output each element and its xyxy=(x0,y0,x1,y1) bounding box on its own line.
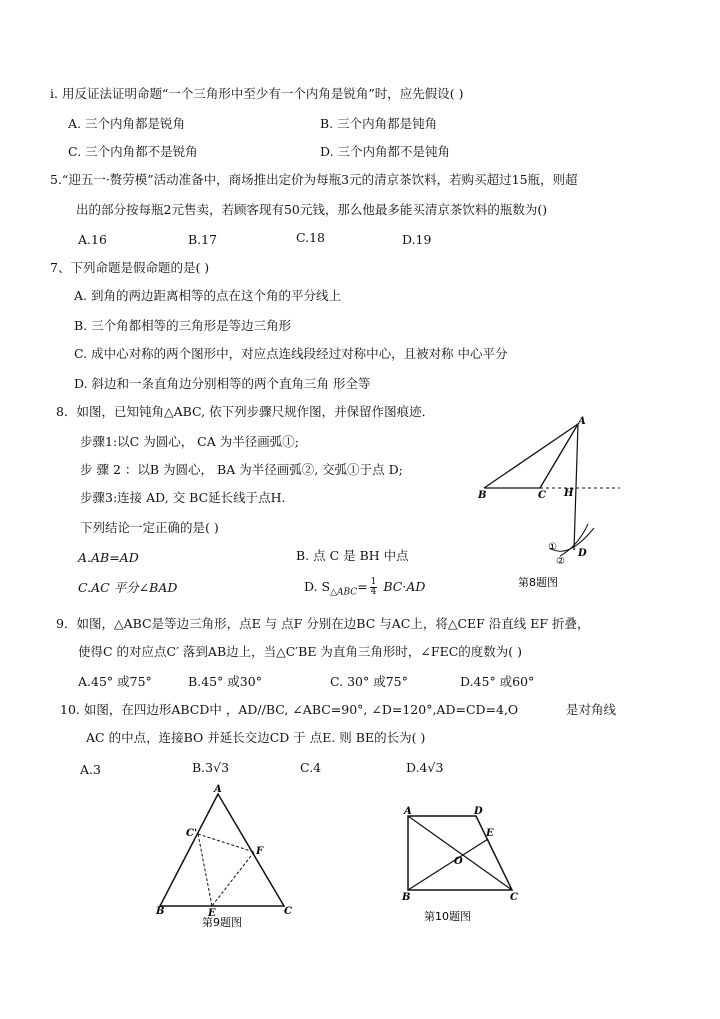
q4-option-d: D. 三个内角都不是钝角 xyxy=(320,144,451,159)
q9-option-c: C. 30° 或75° xyxy=(330,674,408,689)
q8-fraction-numerator: 1 xyxy=(370,577,377,587)
fig9-label-c: C xyxy=(284,906,292,917)
fig10-label-e: E xyxy=(486,828,494,839)
q8-step3: 步骤3:连接 AD, 交 BC延长线于点H. xyxy=(80,490,286,505)
fig8-label-h: H xyxy=(564,488,574,499)
q8-option-d xyxy=(304,576,425,604)
fig9-segment-ce xyxy=(198,834,212,906)
fig8-label-arc1: ① xyxy=(548,542,557,553)
q10-line1-end: 是对角线 xyxy=(566,702,617,717)
q8-step2: 步 骤 2 ：以B 为圆心， BA 为半径画弧②, 交弧①于点 D; xyxy=(80,462,403,477)
fig9-caption: 第9题图 xyxy=(202,916,242,929)
q10-option-b: B.3√3 xyxy=(192,760,230,775)
fig9-label-b: B xyxy=(156,906,165,917)
q8-ask: 下列结论一定正确的是( ) xyxy=(80,520,219,535)
fig10-label-b: B xyxy=(402,892,411,903)
figure-9 xyxy=(150,780,300,930)
fig9-label-f: F xyxy=(256,846,264,857)
fig10-label-d: D xyxy=(474,806,483,817)
fig8-segment-ad xyxy=(574,424,578,550)
q9-option-d: D.45° 或60° xyxy=(460,674,535,689)
q8-option-d-fraction xyxy=(370,578,378,597)
q5-line2: 出的部分按每瓶2元售卖，若顾客现有50元钱，那么他最多能买清京茶饮料的瓶数为() xyxy=(76,202,548,217)
fig8-label-d: D xyxy=(578,548,587,559)
fig10-diagonal-ac xyxy=(408,816,512,890)
q9-option-a: A.45° 或75° xyxy=(78,674,152,689)
fig10-caption: 第10题图 xyxy=(424,910,471,923)
fig8-side-ba xyxy=(484,424,578,488)
fig10-label-a: A xyxy=(404,806,412,817)
fig9-segment-cf xyxy=(198,834,254,852)
q8-option-d-subscript: △ABC xyxy=(330,587,358,598)
fig8-label-b: B xyxy=(478,490,487,501)
q8-fraction-denominator: 4 xyxy=(370,587,377,597)
fig9-label-a: A xyxy=(214,784,222,795)
q10-line1: 10. 如图，在四边形ABCD中 ，AD//BC, ∠ABC=90°, ∠D=120°,AD=CD=4,O xyxy=(60,702,519,717)
q5-option-d: D.19 xyxy=(402,232,432,247)
q7-option-c: C. 成中心对称的两个图形中，对应点连线段经过对称中心，且被对称 中心平分 xyxy=(74,346,508,361)
q7-option-a: A. 到角的两边距离相等的点在这个角的平分线上 xyxy=(74,288,341,303)
q8-option-d-prefix: D. S xyxy=(304,579,331,594)
q9-line2: 使得C 的对应点C′ 落到AB边上，当△C′BE 为直角三角形时，∠FEC的度数为( ) xyxy=(78,644,522,659)
q10-option-c: C.4 xyxy=(300,760,322,775)
q7-option-b: B. 三个角都相等的三角形是等边三角形 xyxy=(74,318,292,333)
fig8-caption: 第8题图 xyxy=(518,576,558,589)
fig8-label-a: A xyxy=(578,416,586,427)
q9-line1: 9．如图，△ABC是等边三角形，点E 与 点F 分别在边BC 与AC上，将△CEF 沿直线 EF 折叠， xyxy=(56,616,590,631)
figure-10 xyxy=(396,800,536,930)
q7-stem: 7、下列命题是假命题的是( ) xyxy=(50,260,210,275)
q4-stem: i. 用反证法证明命题“一个三角形中至少有一个内角是锐角”时，应先假设( ) xyxy=(50,86,464,101)
q8-stem: 8．如图，已知钝角△ABC, 依下列步骤尺规作图，并保留作图痕迹． xyxy=(56,404,435,419)
q5-line1: 5.“迎五一·赘劳模”活动准备中，商场推出定价为每瓶3元的清京茶饮料，若购买超过15瓶，则超 xyxy=(50,172,578,187)
q8-step1: 步骤1:以C 为圆心， CA 为半径画弧①; xyxy=(80,434,299,449)
fig10-label-o: O xyxy=(454,856,463,867)
q5-option-a: A.16 xyxy=(78,232,107,247)
q8-option-d-expr: BC·AD xyxy=(379,579,426,594)
fig9-fold-line-ef xyxy=(212,852,254,906)
fig8-label-arc2: ② xyxy=(556,556,565,567)
q9-option-b: B.45° 或30° xyxy=(188,674,262,689)
q8-option-d-equals: = xyxy=(357,579,368,594)
fig8-side-ca xyxy=(540,424,578,488)
q8-option-a: A.AB=AD xyxy=(78,550,139,565)
fig9-label-e: E xyxy=(208,908,216,919)
q10-option-a: A.3 xyxy=(80,762,101,777)
q4-option-a: A. 三个内角都是锐角 xyxy=(68,116,185,131)
q8-option-b: B. 点 C 是 BH 中点 xyxy=(296,548,409,563)
q10-line2: AC 的中点，连接BO 并延长交边CD 于 点E. 则 BE的长为( ) xyxy=(86,730,426,745)
q5-option-b: B.17 xyxy=(188,232,218,247)
fig9-triangle-abc xyxy=(160,794,284,906)
q8-option-c: C.AC 平分∠BAD xyxy=(78,580,178,595)
q5-option-c: C.18 xyxy=(296,230,325,245)
fig10-label-c: C xyxy=(510,892,518,903)
fig8-label-c: C xyxy=(538,490,546,501)
q4-option-b: B. 三个内角都是钝角 xyxy=(320,116,438,131)
fig9-label-c-prime: C' xyxy=(186,828,198,839)
q7-option-d: D. 斜边和一条直角边分别相等的两个直角三角 形全等 xyxy=(74,376,371,391)
q10-option-d: D.4√3 xyxy=(406,760,444,775)
q4-option-c: C. 三个内角都不是锐角 xyxy=(68,144,198,159)
figure-8 xyxy=(470,410,630,590)
